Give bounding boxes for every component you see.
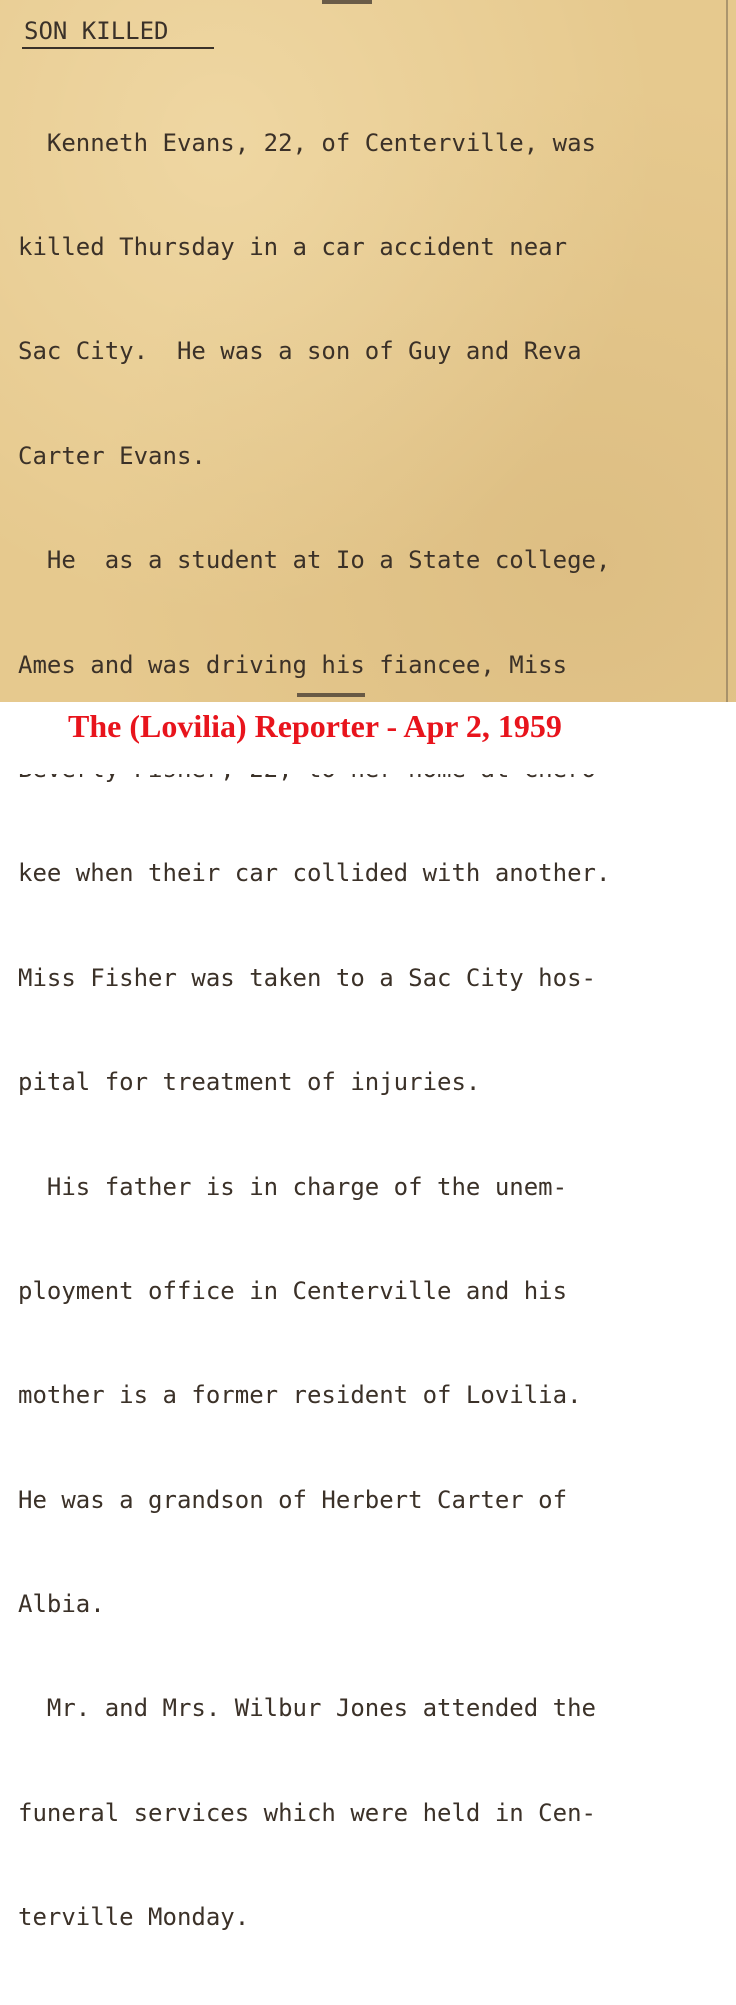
top-divider: [322, 0, 372, 4]
source-caption: The (Lovilia) Reporter - Apr 2, 1959: [68, 708, 562, 744]
article-line: killed Thursday in a car accident near: [18, 232, 568, 261]
article-line: Kenneth Evans, 22, of Centerville, was: [18, 128, 596, 157]
headline: SON KILLED: [24, 17, 169, 45]
column-rule: [726, 0, 728, 702]
article-line: He was a grandson of Herbert Carter of: [18, 1485, 568, 1514]
article-line: Sac City. He was a son of Guy and Reva: [18, 337, 582, 366]
article-line: ployment office in Centerville and his: [18, 1276, 568, 1305]
article-line: Mr. and Mrs. Wilbur Jones attended the: [18, 1694, 596, 1723]
article-line: Miss Fisher was taken to a Sac City hos-: [18, 963, 596, 992]
headline-underline: [22, 47, 214, 49]
article-line: pital for treatment of injuries.: [18, 1068, 481, 1097]
article-line: He as a student at Io a State college,: [18, 546, 611, 575]
article-body: [18, 56, 718, 2005]
article-line: terville Monday.: [18, 1903, 250, 1932]
article-line: Albia.: [18, 1590, 105, 1619]
article-line: Ames and was driving his fiancee, Miss: [18, 650, 568, 679]
bottom-divider: [297, 693, 365, 697]
article-line: kee when their car collided with another.: [18, 859, 611, 888]
caption-bar: [0, 702, 736, 774]
article-line: His father is in charge of the unem-: [18, 1172, 568, 1201]
article-line: Carter Evans.: [18, 441, 206, 470]
article-line: funeral services which were held in Cen-: [18, 1798, 596, 1827]
article-line: mother is a former resident of Lovilia.: [18, 1381, 582, 1410]
